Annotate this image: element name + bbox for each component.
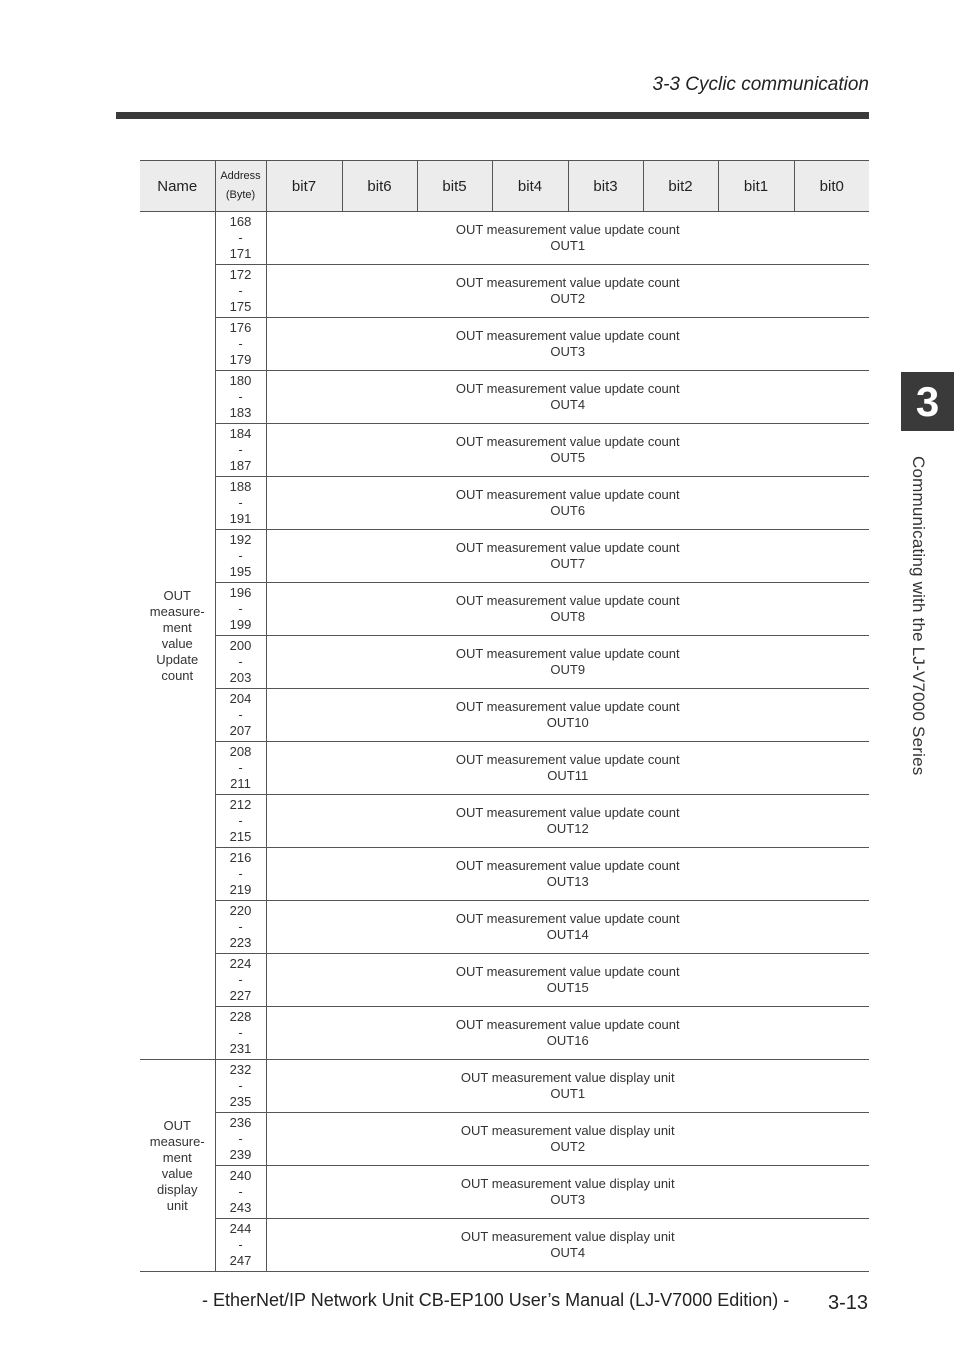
table-row	[140, 1219, 869, 1272]
group-name-line: display	[157, 1181, 198, 1197]
description-text: OUT measurement value display unit	[460, 1123, 675, 1138]
group-name-line: measure-	[149, 1133, 205, 1149]
table-row	[140, 848, 869, 901]
table-row	[140, 212, 869, 265]
output-label: OUT4	[550, 397, 586, 412]
output-label: OUT3	[550, 344, 586, 359]
group-name-line: OUT	[163, 587, 191, 603]
col-bit3-header: bit3	[568, 161, 643, 212]
address-end: 207	[229, 723, 252, 738]
address-end: 215	[229, 829, 252, 844]
address-cell	[215, 1113, 266, 1166]
description-cell	[266, 1007, 869, 1060]
output-label: OUT9	[550, 662, 586, 677]
address-cell	[215, 1219, 266, 1272]
chapter-side-label: Communicating with the LJ-V7000 Series	[909, 456, 928, 776]
table-row	[140, 1113, 869, 1166]
address-cell	[215, 583, 266, 636]
table-row	[140, 1007, 869, 1060]
address-start: 228	[229, 1009, 252, 1024]
address-cell	[215, 689, 266, 742]
col-bit0-header: bit0	[794, 161, 869, 212]
address-end: 247	[229, 1253, 252, 1268]
output-label: OUT2	[550, 1139, 586, 1154]
col-bit6-header: bit6	[342, 161, 417, 212]
header-rule	[116, 112, 869, 119]
description-text: OUT measurement value display unit	[460, 1176, 675, 1191]
table-row	[140, 318, 869, 371]
description-cell	[266, 318, 869, 371]
group-name-line: unit	[166, 1197, 188, 1213]
output-label: OUT15	[546, 980, 589, 995]
address-cell	[215, 371, 266, 424]
description-cell	[266, 848, 869, 901]
table-row	[140, 424, 869, 477]
output-label: OUT6	[550, 503, 586, 518]
group-name-line: measure-	[149, 603, 205, 619]
description-text: OUT measurement value display unit	[460, 1229, 675, 1244]
description-text: OUT measurement value update count	[455, 434, 680, 449]
address-end: 223	[229, 935, 252, 950]
output-label: OUT11	[547, 768, 589, 783]
header-row	[140, 161, 869, 212]
address-separator: -	[238, 654, 243, 669]
group-name-line: OUT	[163, 1117, 191, 1133]
address-separator: -	[238, 707, 243, 722]
address-start: 184	[229, 426, 252, 441]
address-separator: -	[238, 813, 243, 828]
table-row	[140, 265, 869, 318]
output-label: OUT16	[546, 1033, 589, 1048]
address-start: 168	[229, 214, 252, 229]
address-start: 220	[229, 903, 252, 918]
address-end: 175	[229, 299, 252, 314]
address-start: 180	[229, 373, 252, 388]
address-end: 195	[229, 564, 252, 579]
group-name-line: value	[161, 1165, 193, 1181]
group-name-line: value	[161, 635, 193, 651]
address-separator: -	[238, 1025, 243, 1040]
address-start: 232	[229, 1062, 252, 1077]
address-cell	[215, 424, 266, 477]
table-row	[140, 1060, 869, 1113]
address-start: 172	[229, 267, 252, 282]
address-separator: -	[238, 336, 243, 351]
address-separator: -	[238, 1184, 243, 1199]
description-text: OUT measurement value update count	[455, 540, 680, 555]
address-cell	[215, 901, 266, 954]
output-label: OUT8	[550, 609, 586, 624]
address-separator: -	[238, 972, 243, 987]
address-cell	[215, 212, 266, 265]
description-text: OUT measurement value update count	[455, 805, 680, 820]
address-cell	[215, 265, 266, 318]
address-start: 244	[229, 1221, 252, 1236]
table-row	[140, 636, 869, 689]
col-bit1-header: bit1	[718, 161, 794, 212]
description-cell	[266, 212, 869, 265]
address-cell	[215, 742, 266, 795]
page-number: 3-13	[828, 1292, 869, 1314]
address-separator: -	[238, 1131, 243, 1146]
byte-header-line: (Byte)	[225, 189, 256, 201]
chapter-tab: 3	[901, 372, 954, 431]
description-text: OUT measurement value update count	[455, 381, 680, 396]
description-text: OUT measurement value update count	[455, 487, 680, 502]
address-cell	[215, 1007, 266, 1060]
address-separator: -	[238, 919, 243, 934]
address-end: 191	[229, 511, 252, 526]
description-text: OUT measurement value update count	[455, 593, 680, 608]
address-end: 211	[230, 776, 251, 791]
group-name-line: ment	[162, 619, 192, 635]
description-cell	[266, 636, 869, 689]
col-bit2-header: bit2	[643, 161, 718, 212]
address-end: 203	[229, 670, 252, 685]
section-title: 3-3 Cyclic communication	[652, 74, 869, 95]
description-cell	[266, 530, 869, 583]
address-start: 196	[229, 585, 252, 600]
description-cell	[266, 1219, 869, 1272]
address-end: 171	[229, 246, 252, 261]
output-label: OUT14	[546, 927, 589, 942]
output-label: OUT13	[546, 874, 589, 889]
output-label: OUT3	[550, 1192, 586, 1207]
address-start: 192	[229, 532, 252, 547]
address-end: 243	[229, 1200, 252, 1215]
address-separator: -	[238, 283, 243, 298]
col-address-header	[215, 161, 266, 212]
description-text: OUT measurement value update count	[455, 911, 680, 926]
address-separator: -	[238, 1237, 243, 1252]
register-table	[140, 160, 869, 1272]
table-row	[140, 795, 869, 848]
description-cell	[266, 1060, 869, 1113]
group-name-line: count	[161, 667, 194, 683]
address-separator: -	[238, 389, 243, 404]
address-start: 200	[229, 638, 252, 653]
address-separator: -	[238, 548, 243, 563]
address-separator: -	[238, 760, 243, 775]
description-text: OUT measurement value display unit	[460, 1070, 675, 1085]
address-start: 176	[229, 320, 252, 335]
description-cell	[266, 265, 869, 318]
address-start: 208	[229, 744, 252, 759]
output-label: OUT5	[550, 450, 586, 465]
table-body	[140, 212, 869, 1272]
address-start: 204	[229, 691, 252, 706]
table-row	[140, 689, 869, 742]
address-cell	[215, 636, 266, 689]
table-row	[140, 1166, 869, 1219]
address-end: 239	[229, 1147, 252, 1162]
address-end: 235	[229, 1094, 252, 1109]
address-separator: -	[238, 1078, 243, 1093]
address-cell	[215, 1166, 266, 1219]
description-cell	[266, 371, 869, 424]
description-text: OUT measurement value update count	[455, 699, 680, 714]
description-text: OUT measurement value update count	[455, 222, 680, 237]
col-bit5-header: bit5	[417, 161, 492, 212]
address-separator: -	[238, 442, 243, 457]
address-cell	[215, 1060, 266, 1113]
description-text: OUT measurement value update count	[455, 1017, 680, 1032]
output-label: OUT12	[546, 821, 589, 836]
description-cell	[266, 424, 869, 477]
address-end: 227	[229, 988, 252, 1003]
address-end: 179	[229, 352, 252, 367]
description-cell	[266, 1113, 869, 1166]
address-start: 236	[229, 1115, 252, 1130]
address-start: 188	[229, 479, 252, 494]
col-name-header: Name	[140, 161, 215, 212]
address-separator: -	[238, 495, 243, 510]
description-cell	[266, 742, 869, 795]
table-row	[140, 530, 869, 583]
description-cell	[266, 901, 869, 954]
description-text: OUT measurement value update count	[455, 646, 680, 661]
table-row	[140, 477, 869, 530]
address-start: 216	[229, 850, 252, 865]
address-cell	[215, 318, 266, 371]
col-bit7-header: bit7	[266, 161, 342, 212]
address-separator: -	[238, 601, 243, 616]
table-row	[140, 371, 869, 424]
table-row	[140, 583, 869, 636]
address-end: 183	[229, 405, 252, 420]
description-cell	[266, 583, 869, 636]
description-text: OUT measurement value update count	[455, 964, 680, 979]
address-cell	[215, 477, 266, 530]
col-bit4-header: bit4	[492, 161, 568, 212]
address-cell	[215, 795, 266, 848]
address-header-line: Address	[220, 170, 261, 182]
output-label: OUT10	[546, 715, 589, 730]
table-row	[140, 742, 869, 795]
group-name-cell	[140, 1060, 215, 1272]
description-text: OUT measurement value update count	[455, 275, 680, 290]
description-cell	[266, 477, 869, 530]
address-end: 231	[229, 1041, 252, 1056]
address-start: 240	[229, 1168, 252, 1183]
description-cell	[266, 1166, 869, 1219]
address-end: 187	[229, 458, 252, 473]
group-name-line: Update	[156, 651, 199, 667]
group-name-line: ment	[162, 1149, 192, 1165]
output-label: OUT1	[550, 238, 586, 253]
table-row	[140, 954, 869, 1007]
address-cell	[215, 848, 266, 901]
output-label: OUT2	[550, 291, 586, 306]
address-start: 212	[229, 797, 252, 812]
group-name-cell	[140, 212, 215, 1060]
address-separator: -	[238, 230, 243, 245]
address-end: 199	[229, 617, 252, 632]
address-end: 219	[229, 882, 252, 897]
address-separator: -	[238, 866, 243, 881]
address-cell	[215, 530, 266, 583]
footer-manual-title: - EtherNet/IP Network Unit CB-EP100 User’s Manual (LJ-V7000 Edition) -	[202, 1290, 790, 1310]
output-label: OUT7	[550, 556, 586, 571]
description-text: OUT measurement value update count	[455, 752, 680, 767]
output-label: OUT4	[550, 1245, 586, 1260]
table-row	[140, 901, 869, 954]
description-cell	[266, 795, 869, 848]
address-start: 224	[229, 956, 252, 971]
description-cell	[266, 689, 869, 742]
description-text: OUT measurement value update count	[455, 328, 680, 343]
address-cell	[215, 954, 266, 1007]
description-cell	[266, 954, 869, 1007]
description-text: OUT measurement value update count	[455, 858, 680, 873]
output-label: OUT1	[550, 1086, 586, 1101]
